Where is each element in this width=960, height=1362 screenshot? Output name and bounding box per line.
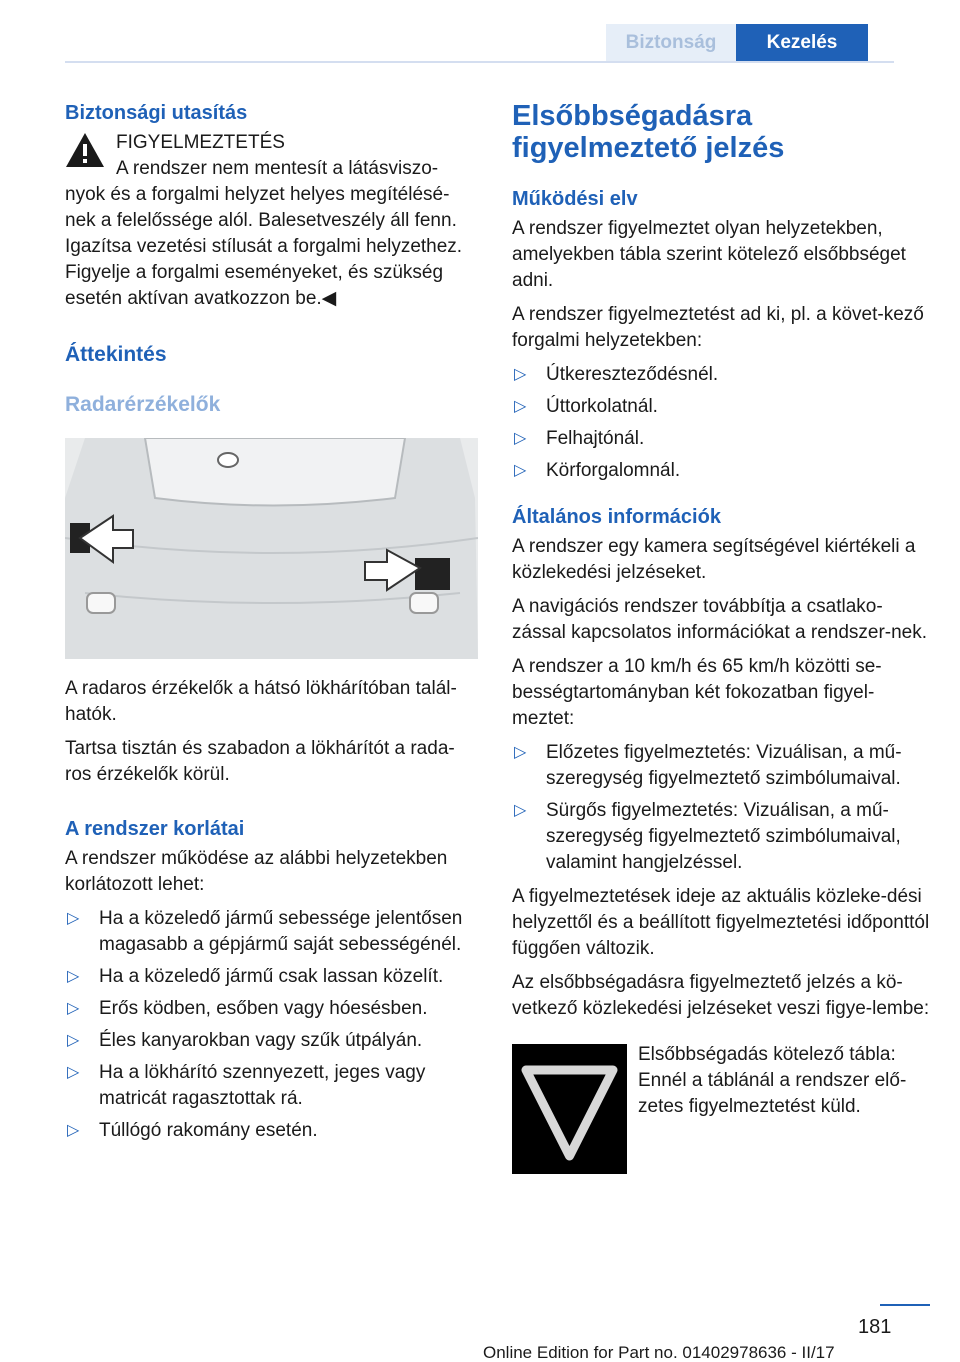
bullet-triangle-icon: ▷ [67,1000,80,1017]
warning-block [65,130,478,312]
page-title-line-1: Elsőbbségadásra [512,100,753,132]
list-item: ▷ Útkereszteződésnél. [512,362,930,388]
list-item: ▷ Sürgős figyelmeztetés: Vizuálisan, a mű‐szeregység figyelmeztető szimbólumaival, valamint hangjelzéssel. [514,800,901,873]
yield-sign-caption: Elsőbbségadás kötelező tábla: Ennél a táblánál a rendszer elő‐zetes figyelmeztetést küld. [638,1044,907,1117]
general-text-5: Az elsőbbségadásra figyelmeztető jelzés a kö‐vetkező közlekedési jelzéseket veszi figye‐lembe: [512,972,930,1019]
bullet-triangle-icon: ▷ [514,398,527,415]
general-text-4: A figyelmeztetések ideje az aktuális közleke‐dési helyzettől és a beállított figyelmeztetési időponttól függően változik. [512,886,930,959]
list-item: ▷ Túllógó rakomány esetén. [65,1118,478,1144]
page-number: 181 [858,1316,892,1338]
warning-text: nyok és a forgalmi helyzet helyes megítélésé‐nek a felelőssége alól. Balesetveszély áll fenn. Igazítsa vezetési stílusát a forgalmi helyzethez. Figyelje a forgalmi eseményeket, és szükség esetén aktívan avatkozzon be.◀ [65,184,463,309]
warning-triangle-icon [65,132,105,168]
footer-divider [880,1304,930,1306]
yield-sign-icon [512,1044,627,1174]
radar-text-2: Tartsa tisztán és szabadon a lökhárítót a rada‐ros érzékelők körül. [65,738,455,785]
bullet-triangle-icon: ▷ [514,802,527,819]
bullet-triangle-icon: ▷ [514,366,527,383]
warning-text-first: A rendszer nem mentesít a látásviszo‐ [116,158,439,179]
header-divider [65,61,894,63]
principle-heading: Működési elv [512,188,638,210]
situations-list [512,362,930,484]
general-text-1: A rendszer egy kamera segítségével kiértékeli a közlekedési jelzéseket. [512,536,916,583]
bullet-triangle-icon: ▷ [67,1122,80,1139]
tab-biztonsag[interactable]: Biztonság [606,24,736,61]
principle-text-1: A rendszer figyelmeztet olyan helyzetekben, amelyekben tábla szerint kötelező elsőbbséget adni. [512,218,906,291]
list-item: ▷ Ha a közeledő jármű csak lassan közelít. [65,964,478,990]
stages-list [512,740,930,876]
bullet-triangle-icon: ▷ [67,968,80,985]
principle-text-2: A rendszer figyelmeztetést ad ki, pl. a követ‐kező forgalmi helyzetekben: [512,304,924,351]
general-heading: Általános információk [512,506,721,528]
safety-heading: Biztonsági utasítás [65,102,248,124]
limits-list [65,906,478,1144]
radar-text-1: A radaros érzékelők a hátsó lökhárítóban talál‐hatók. [65,678,457,725]
general-text-2: A navigációs rendszer továbbítja a csatlako‐zással kapcsolatos információkat a rendszer‐nek. [512,596,928,643]
list-item: ▷ Úttorkolatnál. [512,394,930,420]
bullet-triangle-icon: ▷ [514,430,527,447]
limits-intro: A rendszer működése az alábbi helyzetekben korlátozott lehet: [65,848,448,895]
bullet-triangle-icon: ▷ [67,910,80,927]
edition-note: Online Edition for Part no. 01402978636 - II/17 [483,1343,835,1362]
bullet-triangle-icon: ▷ [67,1064,80,1081]
bullet-triangle-icon: ▷ [514,744,527,761]
list-item: ▷ Ha a lökhárító szennyezett, jeges vagy matricát ragasztottak rá. [67,1062,426,1109]
right-column [512,100,930,1190]
bullet-triangle-icon: ▷ [67,1032,80,1049]
yield-sign-row [512,1030,930,1190]
warning-title: FIGYELMEZTETÉS [116,132,285,153]
list-item: ▷ Ha a közeledő jármű sebessége jelentősen magasabb a gépjármű saját sebességénél. [67,908,463,955]
radar-heading: Radarérzékelők [65,393,221,416]
list-item: ▷ Erős ködben, esőben vagy hóesésben. [65,996,478,1022]
list-item: ▷ Körforgalomnál. [512,458,930,484]
left-column [65,100,478,1152]
list-item: ▷ Előzetes figyelmeztetés: Vizuálisan, a mű‐szeregység figyelmeztető szimbólumaival. [514,742,902,789]
general-text-3: A rendszer a 10 km/h és 65 km/h közötti se‐bességtartományban két fokozatban figyel‐meztet: [512,656,882,729]
page-title-line-2: figyelmeztető jelzés [512,132,785,164]
overview-heading: Áttekintés [65,343,167,366]
list-item: ▷ Éles kanyarokban vagy szűk útpályán. [65,1028,478,1054]
list-item: ▷ Felhajtónál. [512,426,930,452]
rear-bumper-radar-figure [65,438,478,659]
tab-kezeles[interactable]: Kezelés [736,24,868,61]
bullet-triangle-icon: ▷ [514,462,527,479]
limits-heading: A rendszer korlátai [65,818,245,840]
